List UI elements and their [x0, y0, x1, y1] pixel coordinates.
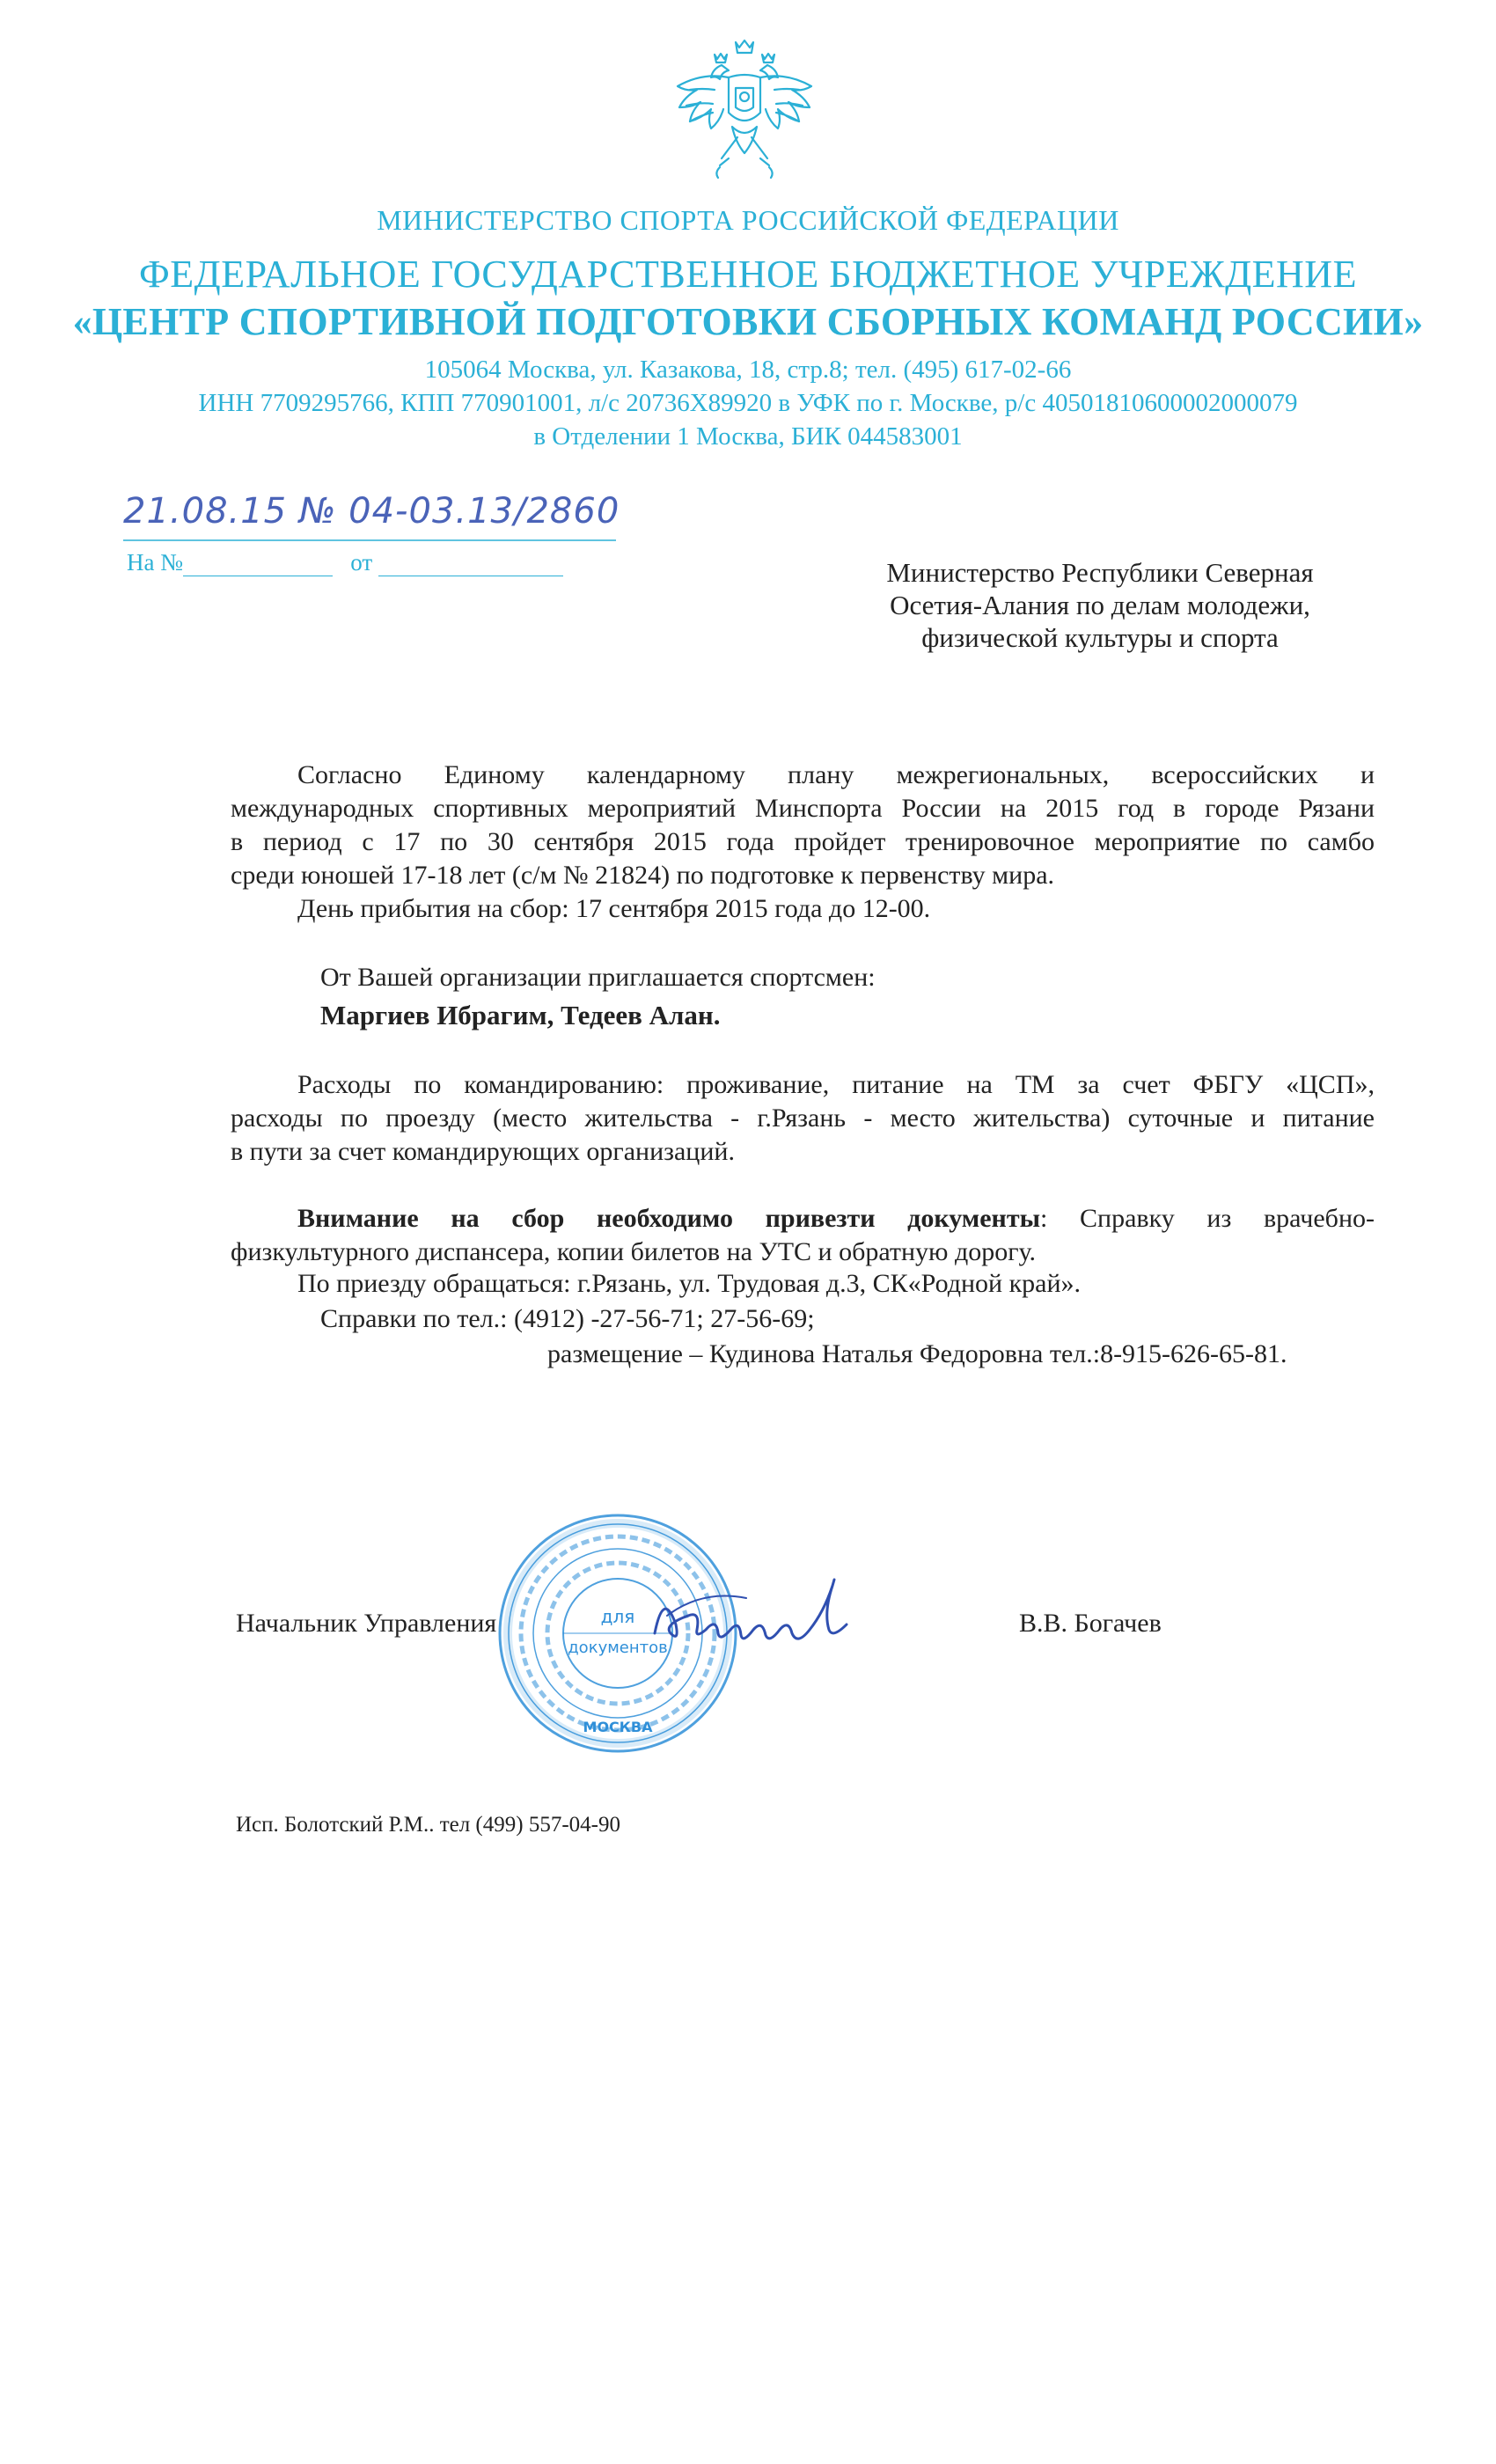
invite-text: От Вашей организации приглашается спортсмен:: [320, 963, 876, 992]
paragraph-line: Расходы по командированию: проживание, питание на ТМ за счет ФБГУ «ЦСП»,: [297, 1070, 1375, 1099]
handwritten-signature-icon: [649, 1572, 896, 1668]
addressee-line: физической культуры и спорта: [921, 622, 1279, 653]
ministry-heading: МИНИСТЕРСТВО СПОРТА РОССИЙСКОЙ ФЕДЕРАЦИИ: [377, 204, 1119, 236]
paragraph-line: [231, 1202, 1375, 1236]
paragraph-line: Согласно Единому календарному плану межрегиональных, всероссийских и: [297, 760, 1375, 789]
athletes-names: Маргиев Ибрагим, Тедеев Алан.: [320, 1000, 721, 1030]
paragraph-expenses: [231, 1068, 1375, 1169]
address-line: 105064 Москва, ул. Казакова, 18, стр.8; тел. (495) 617-02-66: [424, 356, 1072, 384]
addressee-line: Осетия-Алания по делам молодежи,: [890, 590, 1310, 620]
reference-number-label: На №: [127, 549, 183, 576]
paragraph-line: расходы по проезду (место жительства - г.Рязань - место жительства) суточные и питание: [231, 1104, 1375, 1133]
paragraph-line: международных спортивных мероприятий Минспорта России на 2015 год в городе Рязани: [231, 794, 1375, 823]
reference-number-blank: [183, 554, 333, 576]
addressee-line: Министерство Республики Северная: [886, 557, 1314, 588]
outgoing-number-handwritten: 21.08.15 № 04-03.13/2860: [123, 491, 620, 532]
outgoing-number: [123, 491, 651, 553]
paragraph-line: среди юношей 17-18 лет (с/м № 21824) по подготовке к первенству мира.: [231, 861, 1055, 890]
documents-warning-rest: : Справку из врачебно-: [1040, 1204, 1375, 1233]
paragraph-line: физкультурного диспансера, копии билетов на УТС и обратную дорогу.: [231, 1237, 1037, 1266]
addressee-block: [827, 556, 1373, 654]
institution-name-heading: «ЦЕНТР СПОРТИВНОЙ ПОДГОТОВКИ СБОРНЫХ КОМАНД РОССИИ»: [72, 300, 1424, 343]
stamp-center-text: документов: [568, 1639, 668, 1657]
housing-contact: размещение – Кудинова Наталья Федоровна тел.:8-915-626-65-81.: [547, 1339, 1287, 1368]
bank-details-line: ИНН 7709295766, КПП 770901001, л/с 20736Х89920 в УФК по г. Москве, р/с 40501810600002000079: [198, 389, 1298, 417]
documents-warning: Внимание на сбор необходимо привезти документы: [297, 1204, 1041, 1233]
stamp-center-text: для: [600, 1606, 635, 1627]
institution-type-heading: ФЕДЕРАЛЬНОЕ ГОСУДАРСТВЕННОЕ БЮДЖЕТНОЕ УЧРЕЖДЕНИЕ: [139, 253, 1357, 296]
outgoing-underline-icon: [123, 491, 651, 553]
paragraph-event-info: [231, 759, 1375, 892]
paragraph-documents: [231, 1202, 1375, 1269]
paragraph-line: в период с 17 по 30 сентября 2015 года пройдет тренировочное мероприятие по самбо: [231, 827, 1375, 856]
signatory-title: Начальник Управления: [236, 1609, 497, 1638]
reference-date-blank: [378, 554, 563, 576]
paragraph-line: в пути за счет командирующих организаций.: [231, 1137, 735, 1166]
stamp-city-text: МОСКВА: [583, 1719, 653, 1735]
executor-info: Исп. Болотский Р.М.. тел (499) 557-04-90: [236, 1813, 620, 1837]
bank-branch-line: в Отделении 1 Москва, БИК 044583001: [533, 422, 963, 451]
inquiry-phones: Справки по тел.: (4912) -27-56-71; 27-56-69;: [320, 1304, 815, 1333]
arrival-contact: По приезду обращаться: г.Рязань, ул. Трудовая д.3, СК«Родной край».: [297, 1269, 1082, 1298]
signatory-name: В.В. Богачев: [1019, 1609, 1162, 1638]
arrival-date: День прибытия на сбор: 17 сентября 2015 года до 12-00.: [297, 894, 931, 923]
double-headed-eagle-icon: [667, 35, 822, 190]
reference-line: [127, 549, 563, 576]
reference-date-label: от: [350, 549, 373, 576]
